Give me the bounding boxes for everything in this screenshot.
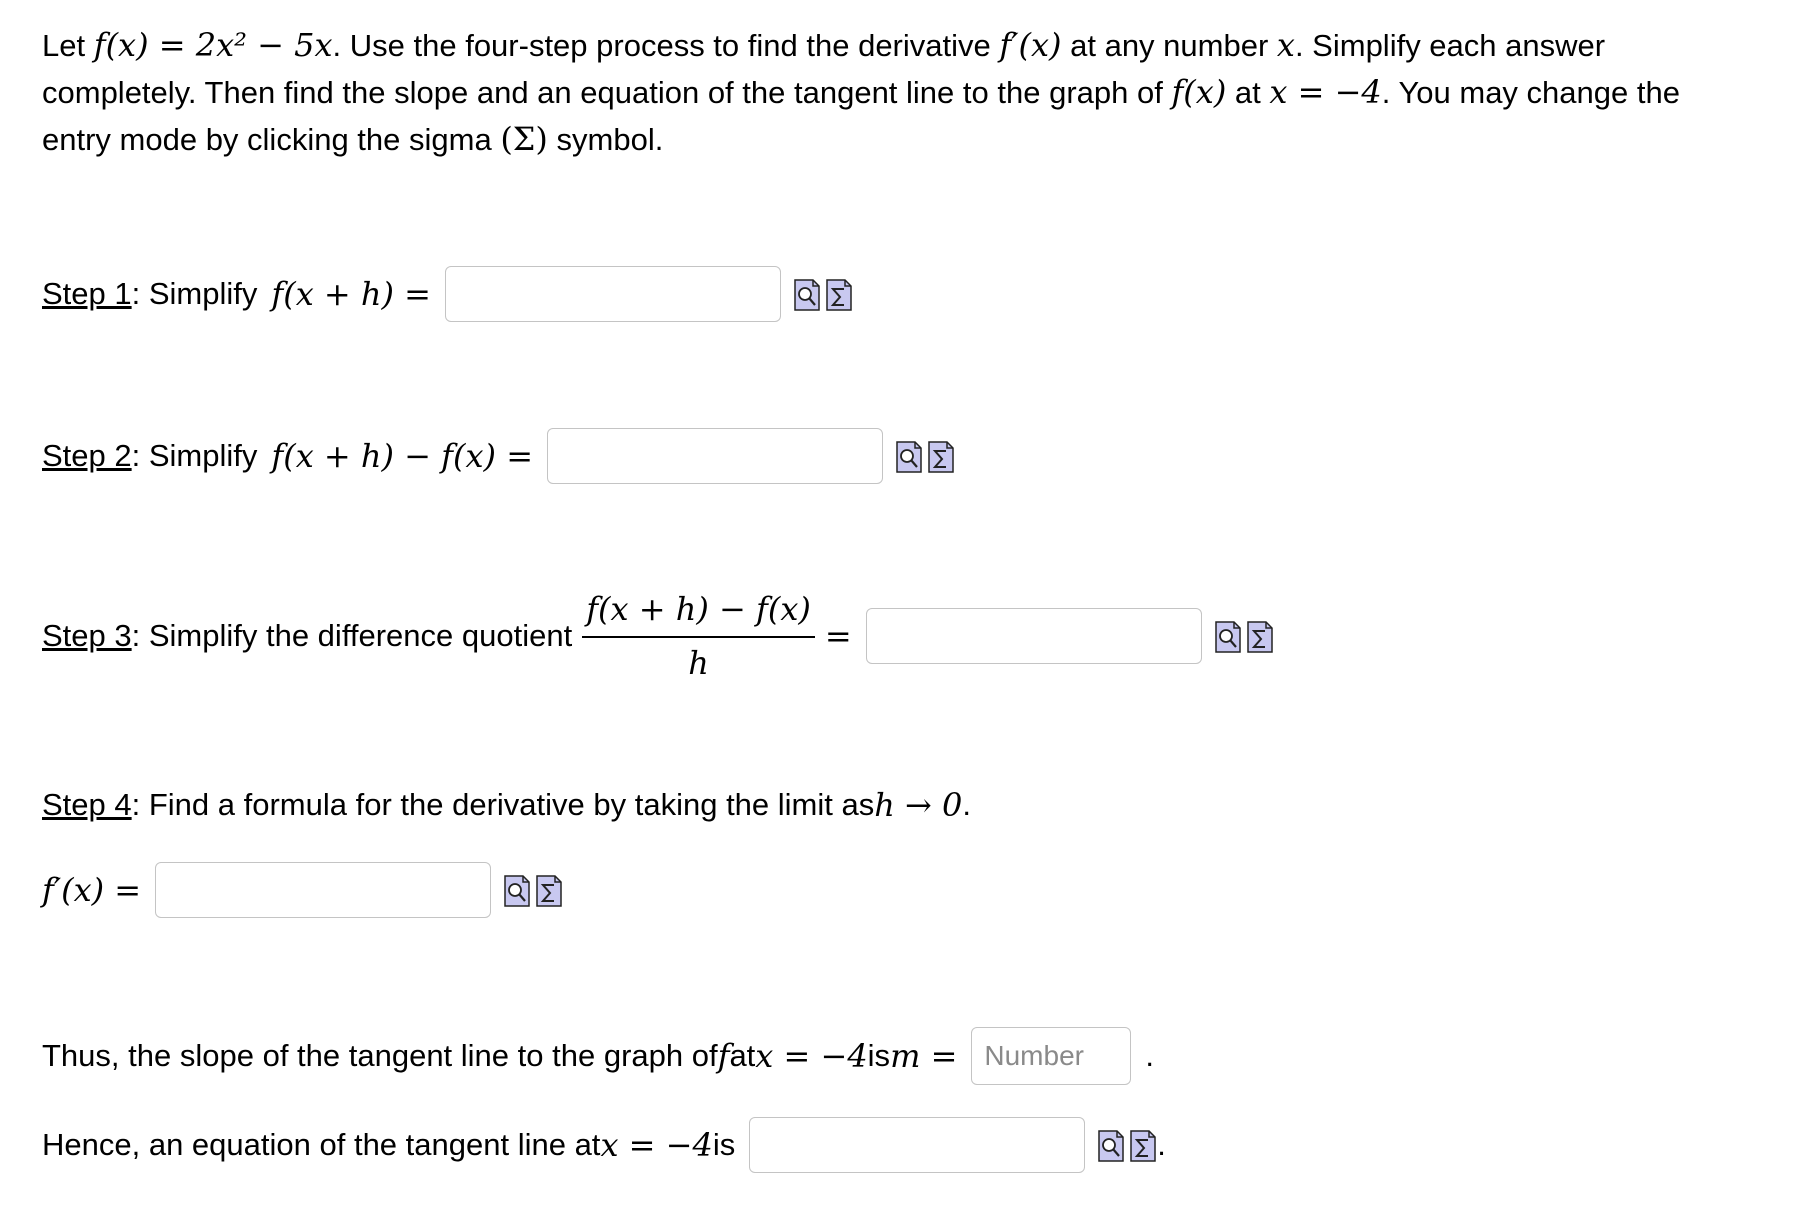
sigma-icon[interactable] <box>1129 1127 1157 1163</box>
quotient-numerator: f(x + h) − f(x) <box>582 590 815 638</box>
sigma-icon[interactable] <box>1246 618 1274 654</box>
step4-label: : Find a formula for the derivative by taking the limit as <box>131 787 875 822</box>
slope-m-label: m = <box>890 1037 958 1075</box>
step3-answer-input[interactable] <box>866 608 1202 664</box>
intro-text: . Simplify each answer completely. Then find the slope and an equation of the tangent line to the graph of <box>42 28 1606 110</box>
quotient-denominator: h <box>688 644 709 682</box>
period: . <box>1145 1038 1155 1073</box>
derivative-lhs: f′(x) = <box>42 871 142 909</box>
preview-icon[interactable] <box>1214 618 1242 654</box>
sigma-icon[interactable] <box>825 276 853 312</box>
intro-text: symbol. <box>547 122 664 157</box>
step1-expression: f(x + h) = <box>271 275 431 313</box>
x-value: x = −4 <box>755 1037 868 1075</box>
step1-answer-input[interactable] <box>445 266 781 322</box>
sigma-icon[interactable] <box>927 438 955 474</box>
function-notation: f(x) <box>1171 73 1227 111</box>
preview-icon[interactable] <box>793 276 821 312</box>
x-value: x = −4 <box>600 1126 713 1164</box>
tangent-row <box>42 1117 1166 1173</box>
derivative-notation: f′(x) <box>999 26 1062 64</box>
period: . <box>962 787 971 822</box>
step4-link[interactable]: Step 4 <box>42 787 132 822</box>
preview-icon[interactable] <box>1097 1127 1125 1163</box>
step2-answer-input[interactable] <box>547 428 883 484</box>
step2-label: : Simplify <box>131 438 258 473</box>
step1-row <box>42 266 853 322</box>
equals-sign: = <box>824 617 852 655</box>
intro-text: . You may change the entry mode by clicking the sigma <box>42 75 1680 157</box>
function-definition: f(x) = 2x² − 5x <box>93 26 333 64</box>
intro-text: Let <box>42 28 94 63</box>
sigma-symbol: (Σ) <box>500 120 548 158</box>
step2-expression: f(x + h) − f(x) = <box>271 437 533 475</box>
slope-text: is <box>867 1038 891 1073</box>
preview-icon[interactable] <box>895 438 923 474</box>
derivative-row <box>42 862 563 918</box>
slope-row <box>42 1027 1154 1085</box>
tangent-text: is <box>712 1127 736 1162</box>
variable-x: x <box>1276 26 1295 64</box>
step2-row <box>42 428 955 484</box>
x-value: x = −4 <box>1269 73 1382 111</box>
step1-label: : Simplify <box>131 276 258 311</box>
sigma-icon[interactable] <box>535 872 563 908</box>
limit-expression: h → 0 <box>874 786 963 824</box>
step3-label: : Simplify the difference quotient <box>131 618 573 653</box>
step2-link[interactable]: Step 2 <box>42 438 132 473</box>
step3-row <box>42 590 1274 682</box>
period: . <box>1157 1127 1166 1162</box>
slope-text: at <box>729 1038 756 1073</box>
intro-text: at any number <box>1061 28 1277 63</box>
function-f: f <box>717 1037 730 1075</box>
tangent-equation-input[interactable] <box>749 1117 1085 1173</box>
slope-number-input[interactable] <box>971 1027 1131 1085</box>
step1-link[interactable]: Step 1 <box>42 276 132 311</box>
intro-text: . Use the four-step process to find the derivative <box>332 28 1000 63</box>
step4-row <box>42 786 971 824</box>
tangent-text: Hence, an equation of the tangent line at <box>42 1127 601 1162</box>
difference-quotient <box>582 590 815 682</box>
step3-link[interactable]: Step 3 <box>42 618 132 653</box>
derivative-answer-input[interactable] <box>155 862 491 918</box>
problem-statement <box>42 22 1742 163</box>
intro-text: at <box>1226 75 1270 110</box>
slope-text: Thus, the slope of the tangent line to the graph of <box>42 1038 718 1073</box>
preview-icon[interactable] <box>503 872 531 908</box>
